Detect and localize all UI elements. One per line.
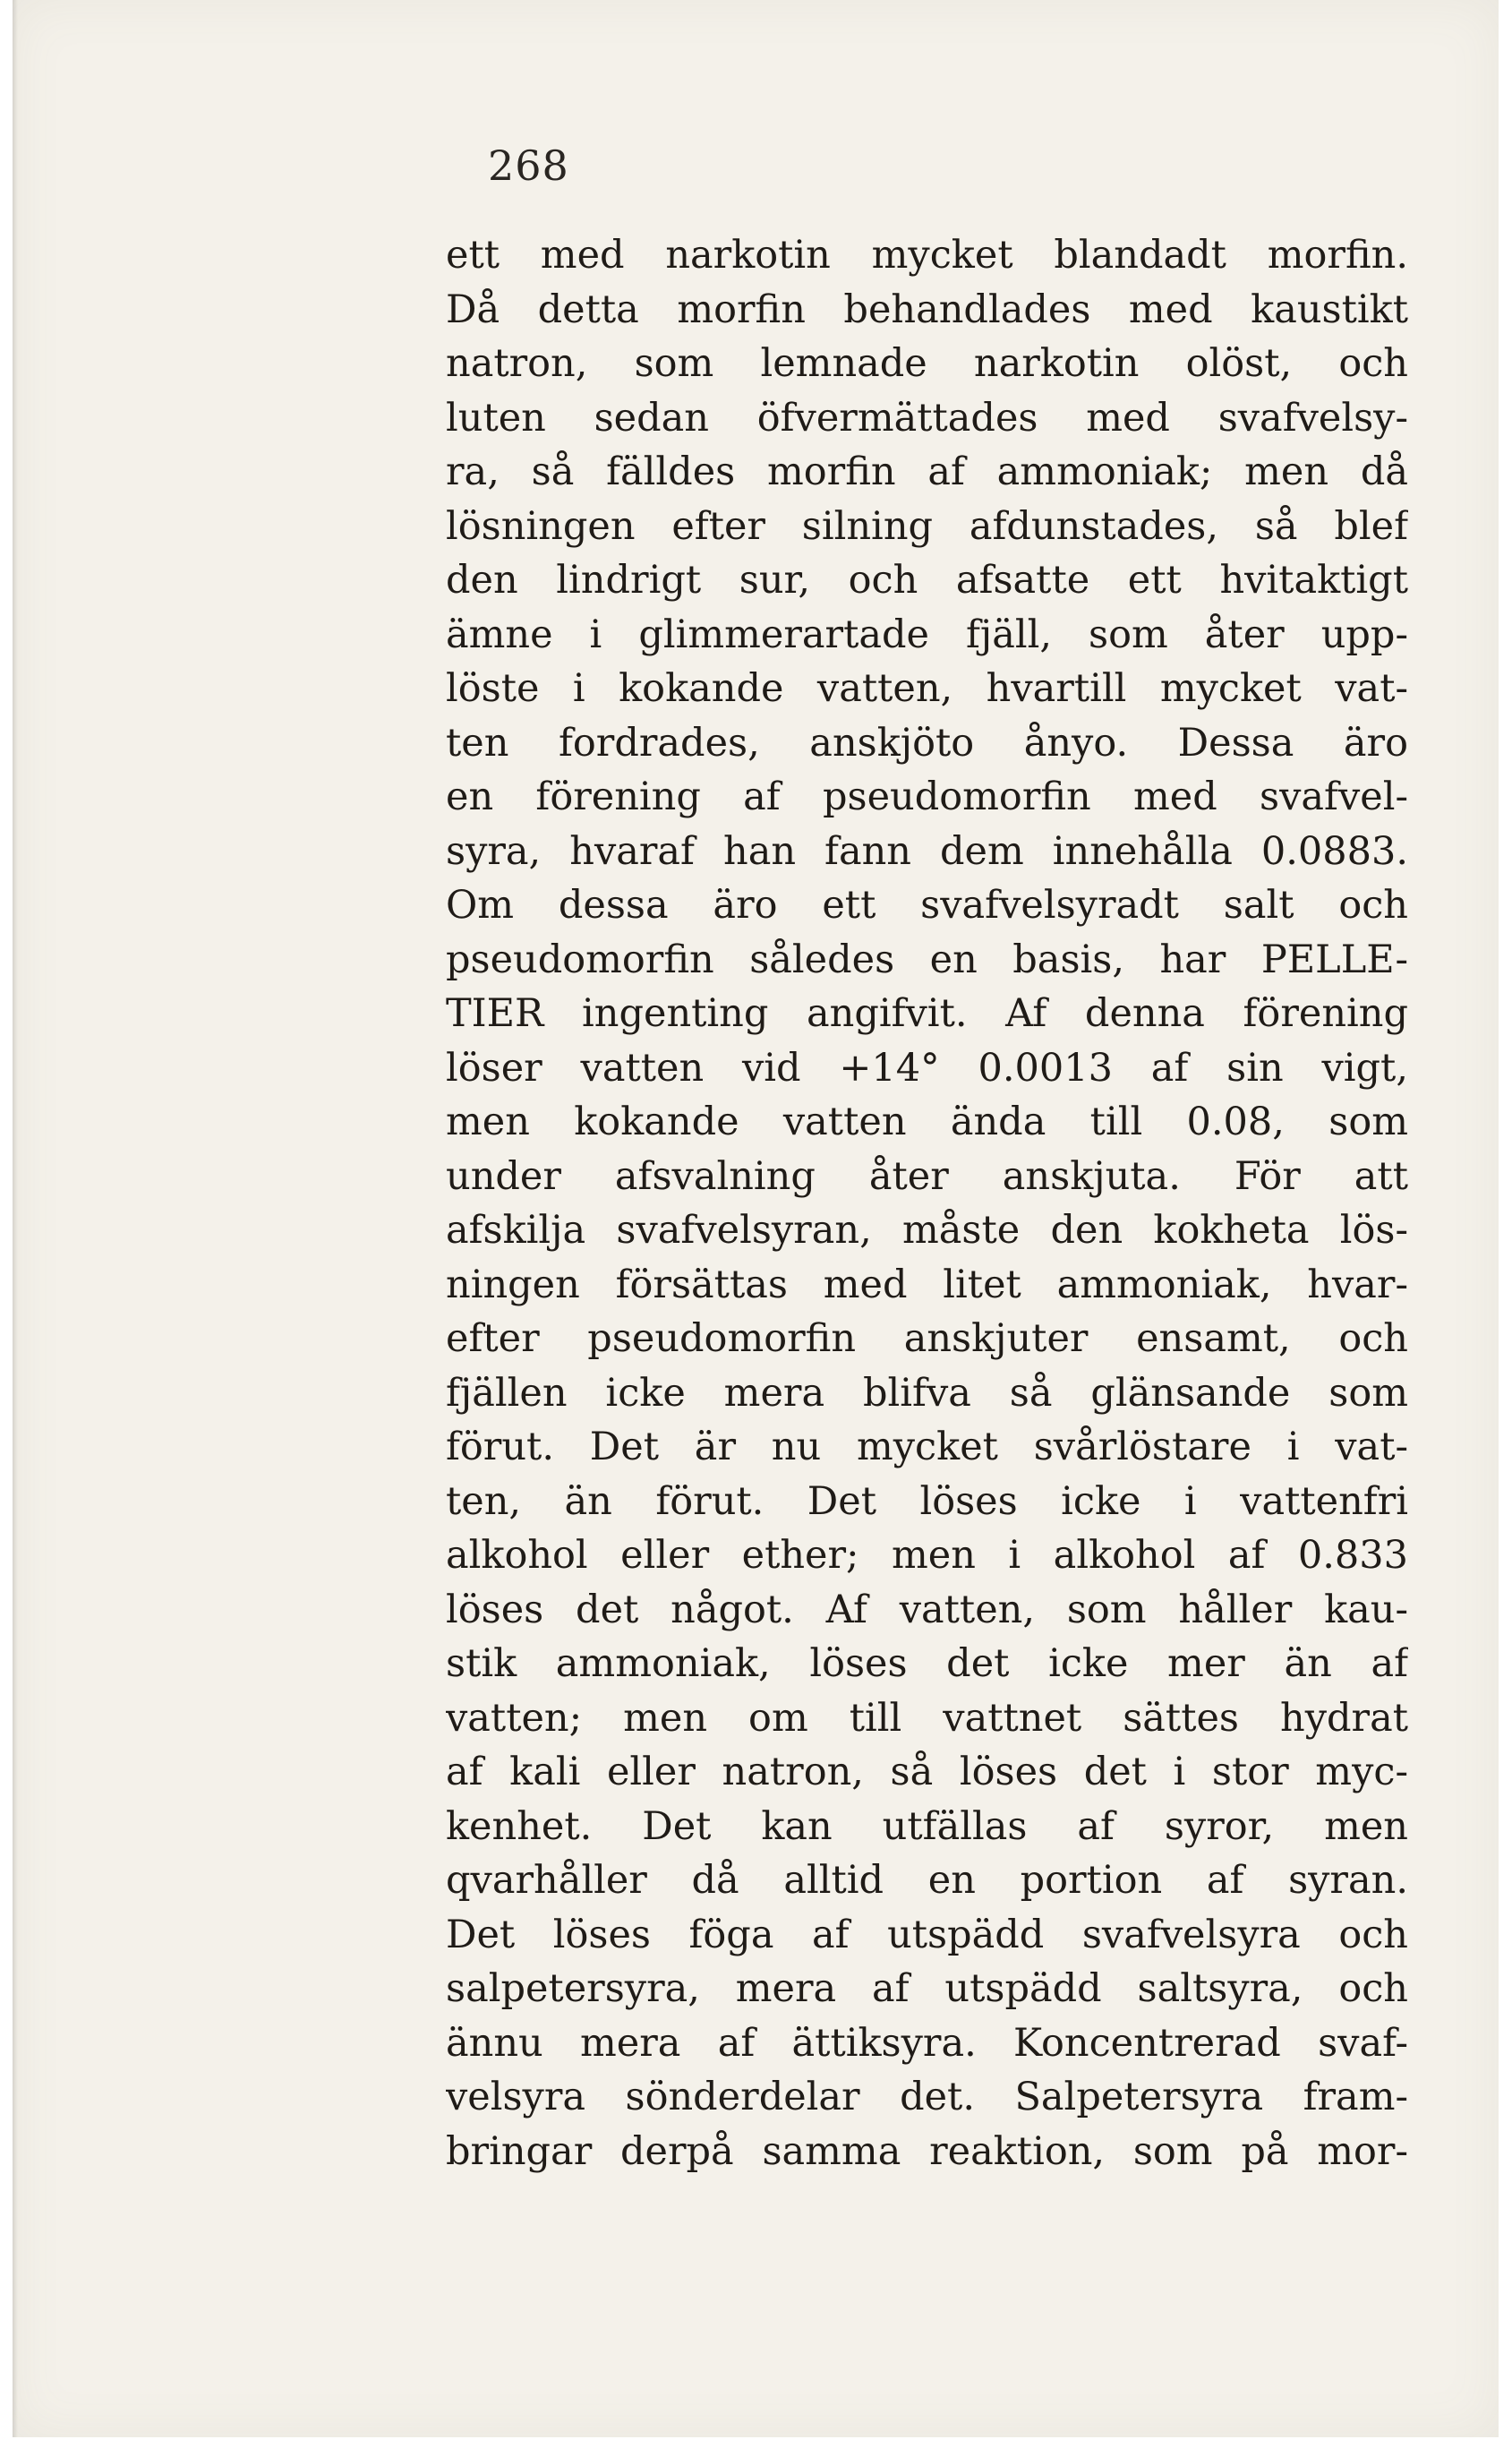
text-line: qvarhåller då alltid en portion af syran. [446, 1858, 1408, 1903]
text-line: TIER ingenting angifvit. Af denna förening [446, 991, 1408, 1036]
text-line: pseudomorfin således en basis, har PELLE- [446, 937, 1408, 982]
text-line: löser vatten vid +14° 0.0013 af sin vigt, [446, 1045, 1408, 1091]
text-line: stik ammoniak, löses det icke mer än af [446, 1641, 1408, 1686]
text-line: ra, så fälldes morfin af ammoniak; men då [446, 449, 1408, 494]
text-line: den lindrigt sur, och afsatte ett hvitaktigt [446, 558, 1408, 603]
scan-shadow [13, 0, 18, 2437]
text-line: luten sedan öfvermättades med svafvelsy- [446, 395, 1408, 441]
text-line: kenhet. Det kan utfällas af syror, men [446, 1803, 1408, 1849]
text-line: under afsvalning åter anskjuta. För att [446, 1153, 1408, 1199]
text-line: men kokande vatten ända till 0.08, som [446, 1100, 1408, 1144]
text-line: lösningen efter silning afdunstades, så blef [446, 503, 1408, 549]
text-line: salpetersyra, mera af utspädd saltsyra, och [446, 1966, 1408, 2011]
page-number: 268 [488, 141, 569, 190]
text-line: förut. Det är nu mycket svårlöstare i vat- [446, 1425, 1408, 1469]
text-line: löses det något. Af vatten, som håller kau- [446, 1587, 1408, 1632]
text-line: ännu mera af ättiksyra. Koncentrerad svaf- [446, 2020, 1408, 2066]
text-line: natron, som lemnade narkotin olöst, och [446, 341, 1408, 386]
body-text [446, 228, 1408, 2178]
text-line: en förening af pseudomorfin med svafvel- [446, 775, 1408, 819]
text-line: ämne i glimmerartade fjäll, som åter upp- [446, 612, 1408, 657]
text-line: ten fordrades, anskjöto ånyo. Dessa äro [446, 720, 1408, 766]
text-line: fjällen icke mera blifva så glänsande som [446, 1370, 1408, 1416]
text-line: velsyra sönderdelar det. Salpetersyra fram- [446, 2075, 1408, 2119]
text-line: ten, än förut. Det löses icke i vattenfri [446, 1478, 1408, 1524]
text-line: efter pseudomorfin anskjuter ensamt, och [446, 1316, 1408, 1361]
text-line: Det löses föga af utspädd svafvelsyra och [446, 1912, 1408, 1957]
text-line: ett med narkotin mycket blandadt morfin. [446, 233, 1408, 278]
text-line: af kali eller natron, så löses det i stor myc- [446, 1750, 1408, 1794]
text-line: vatten; men om till vattnet sättes hydrat [446, 1695, 1408, 1741]
text-line: syra, hvaraf han fann dem innehålla 0.0883. [446, 828, 1408, 874]
text-line: löste i kokande vatten, hvartill mycket vat- [446, 666, 1408, 711]
text-line: bringar derpå samma reaktion, som på mor- [446, 2128, 1408, 2174]
text-line: afskilja svafvelsyran, måste den kokheta lös- [446, 1208, 1408, 1253]
text-line: Om dessa äro ett svafvelsyradt salt och [446, 883, 1408, 928]
text-line: alkohol eller ether; men i alkohol af 0.833 [446, 1533, 1408, 1578]
text-line: ningen försättas med litet ammoniak, hvar- [446, 1262, 1408, 1307]
text-line: Då detta morfin behandlades med kaustikt [446, 287, 1408, 332]
